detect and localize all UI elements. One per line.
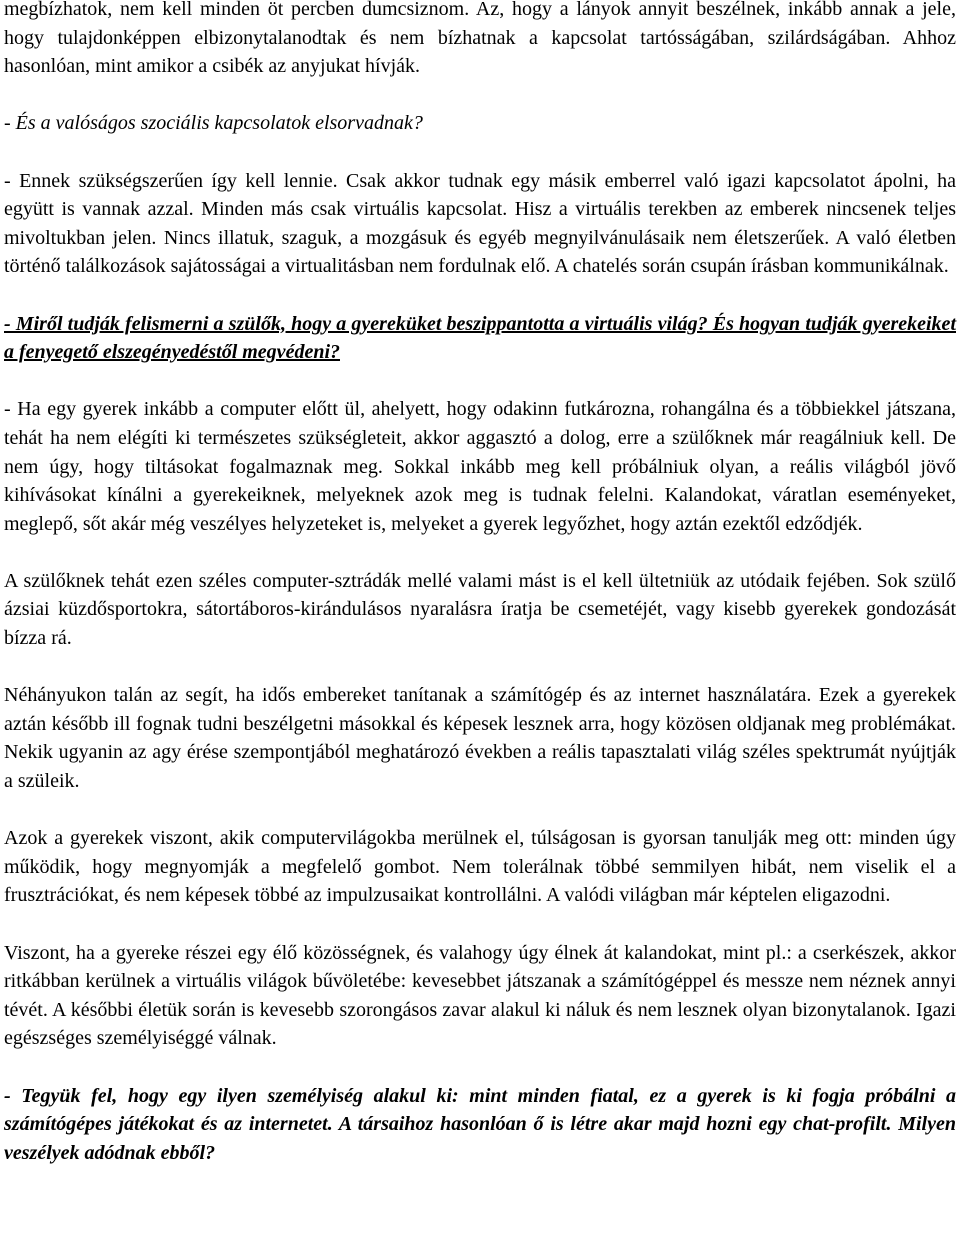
interview-answer-1: - Ennek szükségszerűen így kell lennie. Csak akkor tudnak egy másik emberrel való igazi kapcsolatot ápolni, ha együtt is vannak azzal. Minden más csak virtuális kapcsolat. Hisz a virtuális terekben az emberek nincsenek teljes mivoltukban jelen. Nincs illatuk, szaguk, a mozgásuk és egyéb megnyilvánulásaik nem életszerűek. A való életben történő találkozások sajátosságai a virtualitásban nem fordulnak elő. A chatelés során csupán írásban kommunikálnak. xyxy=(4,169,956,278)
interview-answer-2: - Ha egy gyerek inkább a computer előtt ül, ahelyett, hogy odakinn futkározna, rohangálna és a többiekkel játszana, tehát ha nem elégíti ki természetes szükségleteit, akkor aggasztó a dolog, erre a szülőknek már reagálniuk kell. De nem úgy, hogy tiltásokat fogalmaznak meg. Sokkal inkább meg kell próbálniuk olyan, a reális világból jövő kihívásokat kínálni a gyerekeiknek, melyeknek azok meg is tudnak felelni. Kalandokat, váratlan eseményeket, meglepő, sőt akár még veszélyes helyzeteket is, melyeket a gyerek legyőzhet, hogy aztán ezektől edződjék. xyxy=(4,398,956,535)
interview-question-2: - Miről tudják felismerni a szülők, hogy a gyereküket beszippantotta a virtuális világ? És hogyan tudják gyerekeiket a fenyegető elszegényedéstől megvédeni? xyxy=(4,312,956,364)
interview-question-3: - Tegyük fel, hogy egy ilyen személyiség alakul ki: mint minden fiatal, ez a gyerek is ki fogja próbálni a számítógépes játékokat és az internetet. A társaihoz hasonlóan ő is létre akar majd hozni egy chat-profilt. Milyen veszélyek adódnak ebből? xyxy=(4,1084,956,1164)
paragraph-computer-worlds: Azok a gyerekek viszont, akik computervilágokba merülnek el, túlságosan is gyorsan tanulják meg ott: minden úgy működik, hogy megnyomják a megfelelő gombot. Nem tolerálnak többé semmilyen hibát, nem viselik el a frusztrációkat, és nem képesek többé az impulzusaikat kontrollálni. A valódi világban már képtelen eligazodni. xyxy=(4,827,956,907)
paragraph-intro: megbízhatok, nem kell minden öt percben dumcsiznom. Az, hogy a lányok annyit beszélnek, inkább annak a jele, hogy tulajdonképpen elbizonytalanodtak és nem bízhatnak a kapcsolat tartósságában, szilárdságában. Ahhoz hasonlóan, mint amikor a csibék az anyjukat hívják. xyxy=(4,0,956,78)
paragraph-elderly-teaching: Néhányukon talán az segít, ha idős embereket tanítanak a számítógép és az internet használatára. Ezek a gyerekek aztán később ill fognak tudni beszélgetni másokkal és képesek lesznek arra, hogy közösen oldjanak meg problémákat. Nekik ugyanin az agy érése szempontjából meghatározó években a reális tapasztalati világ széles spektrumát nyújtják a szüleik. xyxy=(4,684,956,793)
interview-question-1: - És a valóságos szociális kapcsolatok elsorvadnak? xyxy=(4,112,423,135)
paragraph-community: Viszont, ha a gyereke részei egy élő közösségnek, és valahogy úgy élnek át kalandokat, mint pl.: a cserkészek, akkor ritkábban kerülnek a virtuális világok bűvöletébe: kevesebbet játszanak a számítógéppel és messze nem néznek annyi tévét. A későbbi életük során is kevesebb szorongásos zavar alakul ki náluk és nem lesznek olyan bizonytalanok. Igazi egészséges személyiséggé válnak. xyxy=(4,941,956,1050)
paragraph-parents: A szülőknek tehát ezen széles computer-sztrádák mellé valami mást is el kell ültetniük az utódaik fejében. Sok szülő ázsiai küzdősportokra, sátortáboros-kirándulásos nyaralásra íratja be csemetéjét, vagy kisebb gyerekek gondozását bízza rá. xyxy=(4,569,956,650)
